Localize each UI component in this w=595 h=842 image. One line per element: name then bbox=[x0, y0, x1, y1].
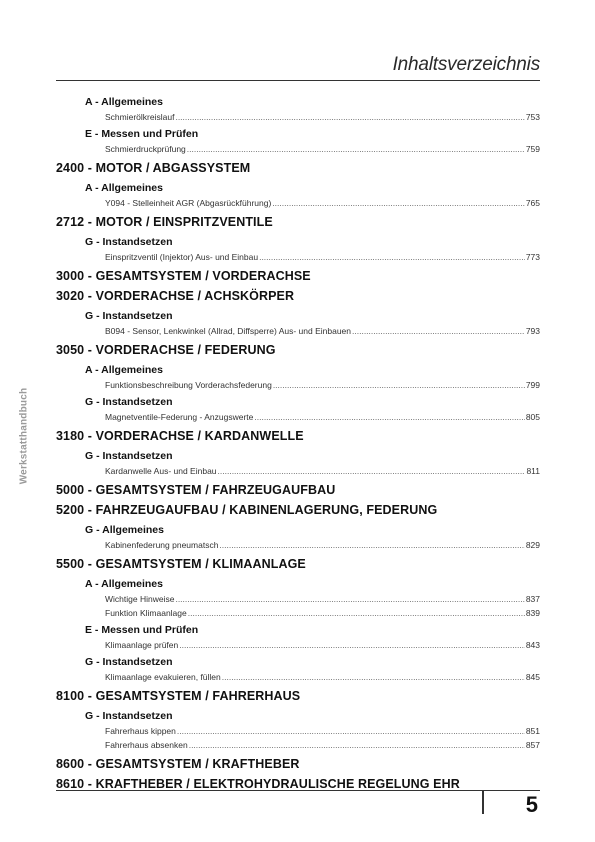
toc-entry[interactable] bbox=[56, 110, 540, 124]
toc-chapter-heading: 8100 - GESAMTSYSTEM / FAHRERHAUS bbox=[56, 689, 301, 703]
toc-entry-title: Wichtige Hinweise bbox=[105, 594, 175, 604]
toc-entry-page: 765 bbox=[525, 198, 540, 208]
toc-section-heading: E - Messen und Prüfen bbox=[85, 624, 199, 636]
toc-entry-title: Klimaanlage evakuieren, füllen bbox=[105, 672, 221, 682]
toc-entry[interactable] bbox=[56, 142, 540, 156]
toc-entry-page: 773 bbox=[525, 252, 540, 262]
toc-entry-title: Schmierölkreislauf bbox=[105, 112, 175, 122]
toc-section-heading: A - Allgemeines bbox=[85, 364, 163, 376]
toc-entry-page: 837 bbox=[525, 594, 540, 604]
toc-entry[interactable] bbox=[56, 196, 540, 210]
toc-entry-title: B094 - Sensor, Lenkwinkel (Allrad, Diffsperre) Aus- und Einbauen bbox=[105, 326, 352, 336]
dot-leader bbox=[177, 724, 525, 738]
toc-entry-title: Magnetventile-Federung - Anzugswerte bbox=[105, 412, 254, 422]
dot-leader bbox=[273, 378, 525, 392]
toc-entry-page: 857 bbox=[525, 740, 540, 750]
dot-leader bbox=[189, 738, 525, 752]
toc-entry[interactable] bbox=[56, 464, 540, 478]
toc-entry[interactable] bbox=[56, 670, 540, 684]
page-number: 5 bbox=[525, 792, 538, 817]
toc-section-heading: A - Allgemeines bbox=[85, 578, 163, 590]
toc-section-heading: G - Instandsetzen bbox=[85, 236, 173, 248]
toc-entry[interactable] bbox=[56, 638, 540, 652]
toc-chapter-heading: 3180 - VORDERACHSE / KARDANWELLE bbox=[56, 429, 304, 443]
toc-section-heading: G - Instandsetzen bbox=[85, 310, 173, 322]
toc-chapter-heading: 3050 - VORDERACHSE / FEDERUNG bbox=[56, 343, 276, 357]
dot-leader bbox=[218, 464, 526, 478]
dot-leader bbox=[259, 250, 525, 264]
toc-entry-page: 759 bbox=[525, 144, 540, 154]
toc-entry[interactable] bbox=[56, 410, 540, 424]
toc-entry-title: Fahrerhaus absenken bbox=[105, 740, 188, 750]
page-number-separator bbox=[482, 790, 484, 814]
toc-entry-title: Einspritzventil (Injektor) Aus- und Einbau bbox=[105, 252, 259, 262]
toc-entry[interactable] bbox=[56, 538, 540, 552]
toc-entry[interactable] bbox=[56, 606, 540, 620]
toc-section-heading: A - Allgemeines bbox=[85, 182, 163, 194]
toc-section-heading: E - Messen und Prüfen bbox=[85, 128, 199, 140]
header-rule bbox=[56, 80, 540, 81]
toc-chapter-heading: 5200 - FAHRZEUGAUFBAU / KABINENLAGERUNG, FEDERUNG bbox=[56, 503, 438, 517]
toc-section-heading: G - Allgemeines bbox=[85, 524, 164, 536]
dot-leader bbox=[188, 606, 525, 620]
toc-entry-page: 839 bbox=[525, 608, 540, 618]
toc-section-heading: G - Instandsetzen bbox=[85, 710, 173, 722]
toc-entry-title: Funktionsbeschreibung Vorderachsfederung bbox=[105, 380, 272, 390]
toc-entry[interactable] bbox=[56, 724, 540, 738]
toc-entry-page: 793 bbox=[525, 326, 540, 336]
toc-entry-title: Y094 - Stelleinheit AGR (Abgasrückführung) bbox=[105, 198, 272, 208]
toc-entry-page: 799 bbox=[525, 380, 540, 390]
toc-entry-title: Kabinenfederung pneumatsch bbox=[105, 540, 219, 550]
toc-entry-title: Kardanwelle Aus- und Einbau bbox=[105, 466, 217, 476]
toc-section-heading: G - Instandsetzen bbox=[85, 656, 173, 668]
dot-leader bbox=[179, 638, 525, 652]
side-label: Werkstatthandbuch bbox=[18, 387, 30, 485]
toc-entry-page: 811 bbox=[526, 466, 540, 476]
toc-chapter-heading: 3020 - VORDERACHSE / ACHSKÖRPER bbox=[56, 289, 295, 303]
toc-chapter-heading: 8610 - KRAFTHEBER / ELEKTROHYDRAULISCHE REGELUNG EHR bbox=[56, 777, 460, 791]
page-header-title: Inhaltsverzeichnis bbox=[392, 54, 540, 75]
toc-section-heading: A - Allgemeines bbox=[85, 96, 163, 108]
toc-section-heading: G - Instandsetzen bbox=[85, 396, 173, 408]
toc-section-heading: G - Instandsetzen bbox=[85, 450, 173, 462]
toc-chapter-heading: 5000 - GESAMTSYSTEM / FAHRZEUGAUFBAU bbox=[56, 483, 336, 497]
toc-chapter-heading: 8600 - GESAMTSYSTEM / KRAFTHEBER bbox=[56, 757, 300, 771]
toc-entry-page: 753 bbox=[525, 112, 540, 122]
dot-leader bbox=[254, 410, 524, 424]
toc-entry[interactable] bbox=[56, 378, 540, 392]
toc-entry[interactable] bbox=[56, 592, 540, 606]
toc-chapter-heading: 3000 - GESAMTSYSTEM / VORDERACHSE bbox=[56, 269, 311, 283]
toc-chapter-heading: 2400 - MOTOR / ABGASSYSTEM bbox=[56, 161, 251, 175]
dot-leader bbox=[187, 142, 525, 156]
toc-entry[interactable] bbox=[56, 250, 540, 264]
toc-entry-page: 845 bbox=[525, 672, 540, 682]
toc-entry-title: Fahrerhaus kippen bbox=[105, 726, 176, 736]
toc-entry-title: Funktion Klimaanlage bbox=[105, 608, 187, 618]
dot-leader bbox=[222, 670, 525, 684]
toc-entry-page: 851 bbox=[525, 726, 540, 736]
toc-entry-title: Klimaanlage prüfen bbox=[105, 640, 179, 650]
toc-entry-page: 829 bbox=[525, 540, 540, 550]
table-of-contents bbox=[56, 92, 540, 794]
toc-chapter-heading: 2712 - MOTOR / EINSPRITZVENTILE bbox=[56, 215, 273, 229]
dot-leader bbox=[175, 592, 524, 606]
toc-entry[interactable] bbox=[56, 324, 540, 338]
toc-entry[interactable] bbox=[56, 738, 540, 752]
toc-entry-title: Schmierdruckprüfung bbox=[105, 144, 186, 154]
toc-entry-page: 843 bbox=[525, 640, 540, 650]
footer-rule bbox=[56, 790, 540, 791]
dot-leader bbox=[352, 324, 525, 338]
toc-entry-page: 805 bbox=[525, 412, 540, 422]
dot-leader bbox=[219, 538, 524, 552]
dot-leader bbox=[175, 110, 524, 124]
toc-chapter-heading: 5500 - GESAMTSYSTEM / KLIMAANLAGE bbox=[56, 557, 306, 571]
dot-leader bbox=[272, 196, 525, 210]
